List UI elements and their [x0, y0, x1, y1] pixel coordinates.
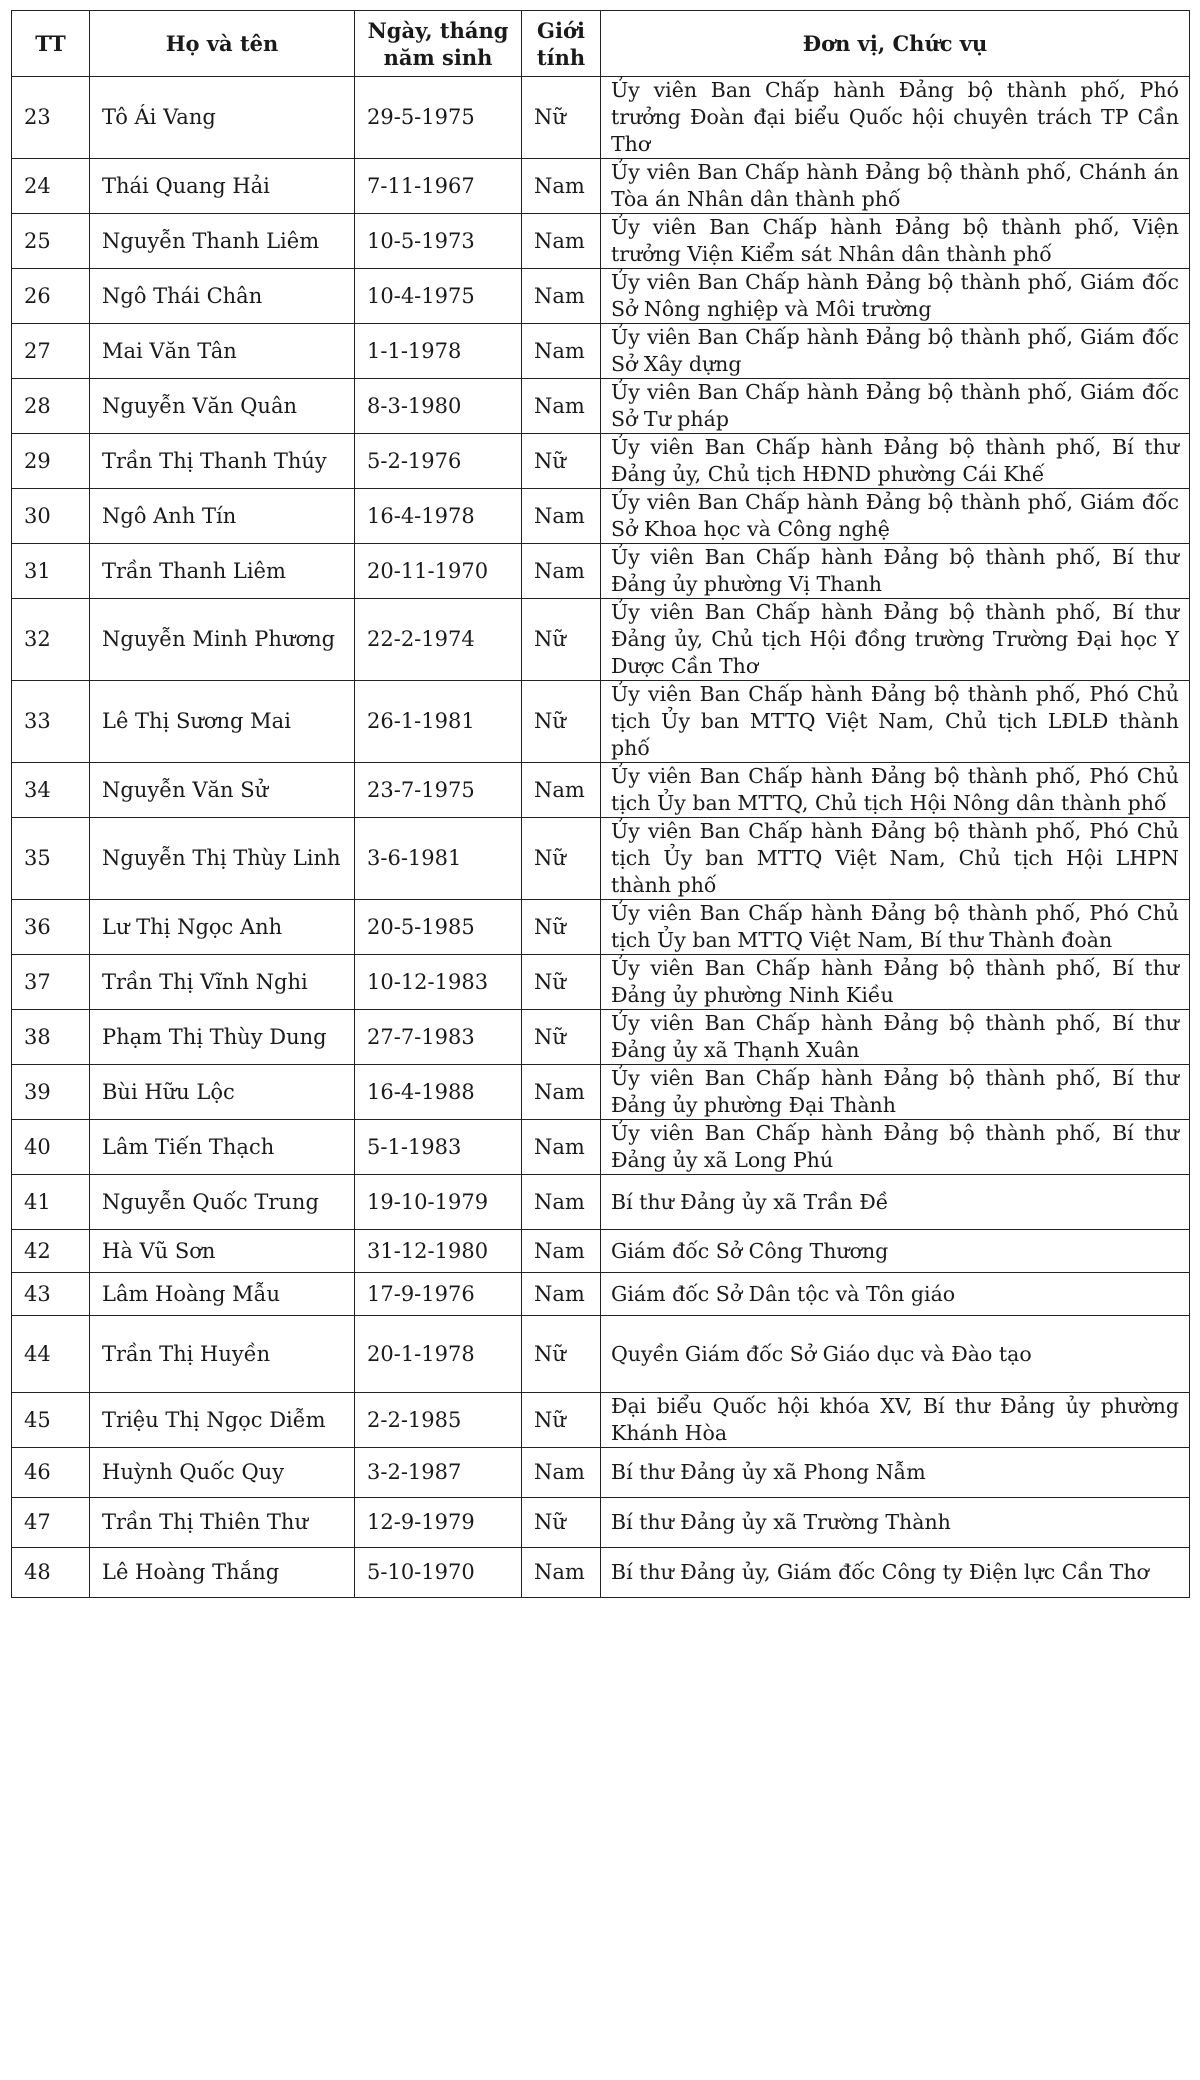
cell-unit: Ủy viên Ban Chấp hành Đảng bộ thành phố, Phó Chủ tịch Ủy ban MTTQ Việt Nam, Bí thư Thành đoàn [601, 900, 1190, 955]
table-row [12, 1230, 1190, 1273]
cell-tt: 23 [12, 77, 90, 159]
cell-sex: Nam [522, 1448, 601, 1498]
cell-dob: 20-11-1970 [355, 544, 522, 599]
cell-dob: 16-4-1988 [355, 1065, 522, 1120]
cell-sex: Nam [522, 1175, 601, 1230]
cell-dob: 8-3-1980 [355, 379, 522, 434]
cell-unit: Ủy viên Ban Chấp hành Đảng bộ thành phố, Giám đốc Sở Nông nghiệp và Môi trường [601, 269, 1190, 324]
cell-unit: Bí thư Đảng ủy xã Trần Đề [601, 1175, 1190, 1230]
cell-dob: 19-10-1979 [355, 1175, 522, 1230]
cell-name: Lâm Tiến Thạch [90, 1120, 355, 1175]
cell-sex: Nữ [522, 818, 601, 900]
cell-dob: 20-5-1985 [355, 900, 522, 955]
table-row [12, 324, 1190, 379]
cell-tt: 25 [12, 214, 90, 269]
cell-tt: 30 [12, 489, 90, 544]
table-row [12, 1316, 1190, 1393]
cell-unit: Ủy viên Ban Chấp hành Đảng bộ thành phố, Bí thư Đảng ủy phường Ninh Kiều [601, 955, 1190, 1010]
cell-tt: 35 [12, 818, 90, 900]
cell-dob: 29-5-1975 [355, 77, 522, 159]
cell-name: Ngô Thái Chân [90, 269, 355, 324]
cell-name: Nguyễn Văn Sử [90, 763, 355, 818]
cell-sex: Nam [522, 159, 601, 214]
cell-tt: 42 [12, 1230, 90, 1273]
cell-dob: 31-12-1980 [355, 1230, 522, 1273]
table-row [12, 955, 1190, 1010]
document-wrapper [11, 10, 1190, 1598]
cell-tt: 47 [12, 1498, 90, 1548]
table-row [12, 1393, 1190, 1448]
cell-name: Lư Thị Ngọc Anh [90, 900, 355, 955]
cell-dob: 10-5-1973 [355, 214, 522, 269]
cell-name: Lâm Hoàng Mẫu [90, 1273, 355, 1316]
cell-unit: Ủy viên Ban Chấp hành Đảng bộ thành phố, Bí thư Đảng ủy, Chủ tịch HĐND phường Cái Khế [601, 434, 1190, 489]
cell-dob: 1-1-1978 [355, 324, 522, 379]
table-row [12, 214, 1190, 269]
cell-name: Thái Quang Hải [90, 159, 355, 214]
cell-sex: Nữ [522, 955, 601, 1010]
cell-unit: Ủy viên Ban Chấp hành Đảng bộ thành phố, Viện trưởng Viện Kiểm sát Nhân dân thành phố [601, 214, 1190, 269]
cell-unit: Ủy viên Ban Chấp hành Đảng bộ thành phố, Bí thư Đảng ủy phường Vị Thanh [601, 544, 1190, 599]
cell-name: Trần Thị Huyền [90, 1316, 355, 1393]
table-row [12, 1120, 1190, 1175]
cell-tt: 37 [12, 955, 90, 1010]
cell-tt: 43 [12, 1273, 90, 1316]
table-row [12, 763, 1190, 818]
cell-unit: Ủy viên Ban Chấp hành Đảng bộ thành phố, Phó Chủ tịch Ủy ban MTTQ, Chủ tịch Hội Nông dân thành phố [601, 763, 1190, 818]
table-row [12, 599, 1190, 681]
cell-name: Lê Thị Sương Mai [90, 681, 355, 763]
cell-name: Trần Thị Thanh Thúy [90, 434, 355, 489]
cell-name: Nguyễn Thanh Liêm [90, 214, 355, 269]
cell-tt: 36 [12, 900, 90, 955]
cell-sex: Nữ [522, 1010, 601, 1065]
cell-dob: 23-7-1975 [355, 763, 522, 818]
cell-sex: Nam [522, 1273, 601, 1316]
cell-tt: 41 [12, 1175, 90, 1230]
header-name: Họ và tên [90, 11, 355, 77]
cell-unit: Bí thư Đảng ủy xã Trường Thành [601, 1498, 1190, 1548]
cell-dob: 17-9-1976 [355, 1273, 522, 1316]
cell-dob: 3-6-1981 [355, 818, 522, 900]
cell-tt: 34 [12, 763, 90, 818]
cell-tt: 40 [12, 1120, 90, 1175]
cell-tt: 39 [12, 1065, 90, 1120]
table-row [12, 544, 1190, 599]
cell-tt: 26 [12, 269, 90, 324]
table-row [12, 159, 1190, 214]
table-row [12, 1065, 1190, 1120]
cell-sex: Nam [522, 214, 601, 269]
cell-name: Lê Hoàng Thắng [90, 1548, 355, 1598]
cell-tt: 32 [12, 599, 90, 681]
cell-name: Nguyễn Thị Thùy Linh [90, 818, 355, 900]
cell-unit: Ủy viên Ban Chấp hành Đảng bộ thành phố, Bí thư Đảng ủy xã Thạnh Xuân [601, 1010, 1190, 1065]
cell-name: Bùi Hữu Lộc [90, 1065, 355, 1120]
cell-name: Triệu Thị Ngọc Diễm [90, 1393, 355, 1448]
table-row [12, 1175, 1190, 1230]
cell-name: Tô Ái Vang [90, 77, 355, 159]
table-row [12, 379, 1190, 434]
cell-dob: 10-4-1975 [355, 269, 522, 324]
table-row [12, 1448, 1190, 1498]
table-body [12, 77, 1190, 1598]
cell-tt: 33 [12, 681, 90, 763]
cell-sex: Nam [522, 379, 601, 434]
cell-unit: Đại biểu Quốc hội khóa XV, Bí thư Đảng ủy phường Khánh Hòa [601, 1393, 1190, 1448]
cell-dob: 16-4-1978 [355, 489, 522, 544]
cell-sex: Nam [522, 324, 601, 379]
table-row [12, 434, 1190, 489]
cell-name: Nguyễn Văn Quân [90, 379, 355, 434]
cell-name: Trần Thị Thiên Thư [90, 1498, 355, 1548]
cell-unit: Bí thư Đảng ủy xã Phong Nẫm [601, 1448, 1190, 1498]
cell-sex: Nữ [522, 1316, 601, 1393]
cell-dob: 27-7-1983 [355, 1010, 522, 1065]
cell-unit: Ủy viên Ban Chấp hành Đảng bộ thành phố, Giám đốc Sở Xây dựng [601, 324, 1190, 379]
header-sex: Giới tính [522, 11, 601, 77]
cell-dob: 26-1-1981 [355, 681, 522, 763]
cell-unit: Quyền Giám đốc Sở Giáo dục và Đào tạo [601, 1316, 1190, 1393]
cell-name: Trần Thị Vĩnh Nghi [90, 955, 355, 1010]
cell-tt: 29 [12, 434, 90, 489]
cell-tt: 27 [12, 324, 90, 379]
cell-unit: Ủy viên Ban Chấp hành Đảng bộ thành phố, Phó Chủ tịch Ủy ban MTTQ Việt Nam, Chủ tịch Hội LHPN thành phố [601, 818, 1190, 900]
cell-tt: 45 [12, 1393, 90, 1448]
cell-tt: 38 [12, 1010, 90, 1065]
table-row [12, 269, 1190, 324]
cell-unit: Ủy viên Ban Chấp hành Đảng bộ thành phố, Bí thư Đảng ủy xã Long Phú [601, 1120, 1190, 1175]
cell-sex: Nam [522, 1548, 601, 1598]
cell-tt: 28 [12, 379, 90, 434]
cell-sex: Nam [522, 1230, 601, 1273]
cell-unit: Ủy viên Ban Chấp hành Đảng bộ thành phố, Bí thư Đảng ủy, Chủ tịch Hội đồng trường Trường Đại học Y Dược Cần Thơ [601, 599, 1190, 681]
cell-unit: Ủy viên Ban Chấp hành Đảng bộ thành phố, Phó trưởng Đoàn đại biểu Quốc hội chuyên trách TP Cần Thơ [601, 77, 1190, 159]
table-row [12, 77, 1190, 159]
cell-dob: 12-9-1979 [355, 1498, 522, 1548]
table-row [12, 1498, 1190, 1548]
cell-name: Nguyễn Quốc Trung [90, 1175, 355, 1230]
table-row [12, 1548, 1190, 1598]
header-dob: Ngày, tháng năm sinh [355, 11, 522, 77]
header-unit: Đơn vị, Chức vụ [601, 11, 1190, 77]
cell-sex: Nữ [522, 434, 601, 489]
cell-sex: Nữ [522, 1498, 601, 1548]
cell-tt: 44 [12, 1316, 90, 1393]
cell-dob: 22-2-1974 [355, 599, 522, 681]
table-row [12, 818, 1190, 900]
cell-sex: Nam [522, 544, 601, 599]
cell-sex: Nam [522, 1120, 601, 1175]
cell-name: Hà Vũ Sơn [90, 1230, 355, 1273]
cell-unit: Ủy viên Ban Chấp hành Đảng bộ thành phố, Chánh án Tòa án Nhân dân thành phố [601, 159, 1190, 214]
table-row [12, 900, 1190, 955]
cell-dob: 10-12-1983 [355, 955, 522, 1010]
cell-unit: Ủy viên Ban Chấp hành Đảng bộ thành phố, Giám đốc Sở Tư pháp [601, 379, 1190, 434]
cell-name: Phạm Thị Thùy Dung [90, 1010, 355, 1065]
table-header-row [12, 11, 1190, 77]
cell-unit: Ủy viên Ban Chấp hành Đảng bộ thành phố, Bí thư Đảng ủy phường Đại Thành [601, 1065, 1190, 1120]
cell-sex: Nữ [522, 681, 601, 763]
cell-unit: Giám đốc Sở Dân tộc và Tôn giáo [601, 1273, 1190, 1316]
table-row [12, 1010, 1190, 1065]
cell-dob: 2-2-1985 [355, 1393, 522, 1448]
table-row [12, 1273, 1190, 1316]
cell-tt: 24 [12, 159, 90, 214]
header-tt: TT [12, 11, 90, 77]
cell-tt: 46 [12, 1448, 90, 1498]
cell-sex: Nữ [522, 900, 601, 955]
cell-tt: 31 [12, 544, 90, 599]
cell-name: Ngô Anh Tín [90, 489, 355, 544]
personnel-table [11, 10, 1190, 1598]
cell-dob: 20-1-1978 [355, 1316, 522, 1393]
cell-dob: 3-2-1987 [355, 1448, 522, 1498]
cell-unit: Ủy viên Ban Chấp hành Đảng bộ thành phố, Giám đốc Sở Khoa học và Công nghệ [601, 489, 1190, 544]
cell-sex: Nam [522, 1065, 601, 1120]
cell-sex: Nữ [522, 1393, 601, 1448]
cell-name: Huỳnh Quốc Quy [90, 1448, 355, 1498]
cell-dob: 5-10-1970 [355, 1548, 522, 1598]
cell-sex: Nữ [522, 599, 601, 681]
cell-sex: Nam [522, 763, 601, 818]
cell-unit: Giám đốc Sở Công Thương [601, 1230, 1190, 1273]
cell-dob: 5-2-1976 [355, 434, 522, 489]
cell-tt: 48 [12, 1548, 90, 1598]
cell-name: Nguyễn Minh Phương [90, 599, 355, 681]
cell-unit: Ủy viên Ban Chấp hành Đảng bộ thành phố, Phó Chủ tịch Ủy ban MTTQ Việt Nam, Chủ tịch LĐLĐ thành phố [601, 681, 1190, 763]
cell-sex: Nữ [522, 77, 601, 159]
cell-dob: 5-1-1983 [355, 1120, 522, 1175]
cell-name: Mai Văn Tân [90, 324, 355, 379]
cell-dob: 7-11-1967 [355, 159, 522, 214]
cell-sex: Nam [522, 269, 601, 324]
cell-unit: Bí thư Đảng ủy, Giám đốc Công ty Điện lực Cần Thơ [601, 1548, 1190, 1598]
table-row [12, 681, 1190, 763]
cell-name: Trần Thanh Liêm [90, 544, 355, 599]
table-row [12, 489, 1190, 544]
cell-sex: Nam [522, 489, 601, 544]
